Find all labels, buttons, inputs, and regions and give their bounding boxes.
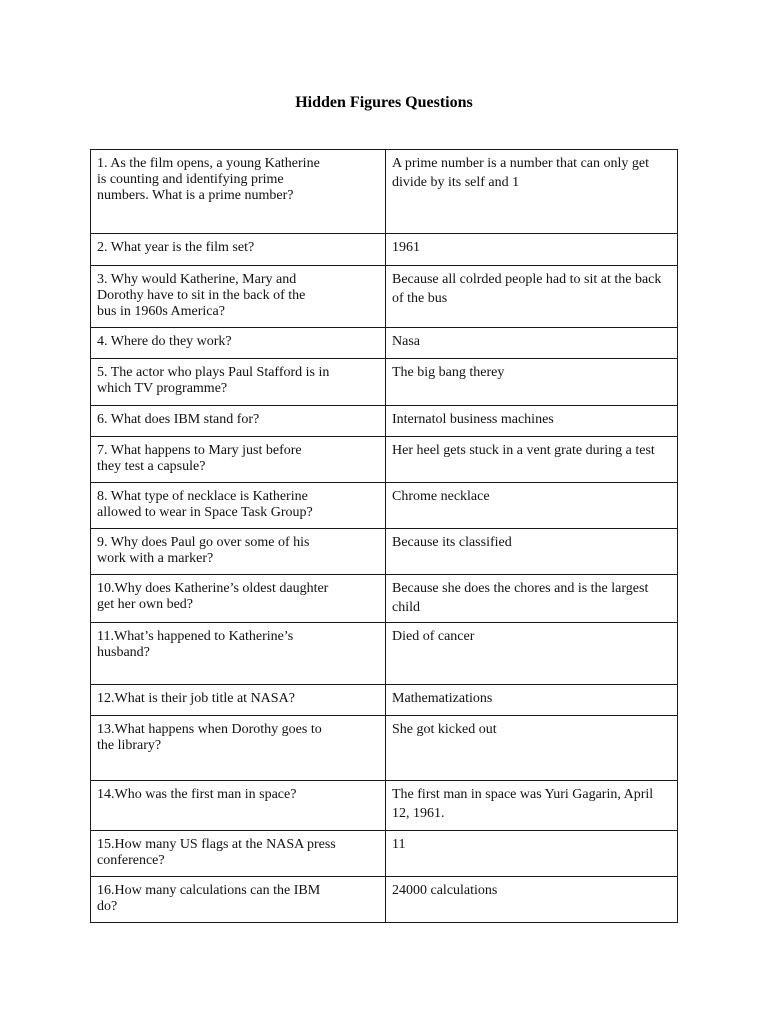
table-row [91, 716, 678, 781]
table-row [91, 437, 678, 483]
answer-cell: Because its classified [386, 529, 678, 575]
answer-cell: Died of cancer [386, 623, 678, 685]
question-cell: 14.Who was the first man in space? [91, 781, 386, 831]
table-row [91, 266, 678, 328]
table-row [91, 575, 678, 623]
question-cell: 15.How many US flags at the NASA press conference? [91, 831, 386, 877]
question-cell: 11.What’s happened to Katherine’s husband? [91, 623, 386, 685]
question-cell: 10.Why does Katherine’s oldest daughter get her own bed? [91, 575, 386, 623]
table-row [91, 406, 678, 437]
question-cell: 4. Where do they work? [91, 328, 386, 359]
question-cell: 8. What type of necklace is Katherine allowed to wear in Space Task Group? [91, 483, 386, 529]
table-row [91, 685, 678, 716]
question-cell: 9. Why does Paul go over some of his work with a marker? [91, 529, 386, 575]
answer-cell: Nasa [386, 328, 678, 359]
table-row [91, 359, 678, 406]
answer-cell: 24000 calculations [386, 877, 678, 923]
answer-cell: 11 [386, 831, 678, 877]
answer-cell: The first man in space was Yuri Gagarin, April 12, 1961. [386, 781, 678, 831]
question-cell: 13.What happens when Dorothy goes to the library? [91, 716, 386, 781]
question-cell: 5. The actor who plays Paul Stafford is in which TV programme? [91, 359, 386, 406]
answer-cell: Mathematizations [386, 685, 678, 716]
answer-cell: Internatol business machines [386, 406, 678, 437]
table-row [91, 234, 678, 266]
table-row [91, 877, 678, 923]
question-cell: 16.How many calculations can the IBM do? [91, 877, 386, 923]
document-title: Hidden Figures Questions [295, 94, 473, 111]
question-cell: 1. As the film opens, a young Katherine is counting and identifying prime numbers. What is a prime number? [91, 150, 386, 234]
table-row [91, 831, 678, 877]
table-row [91, 483, 678, 529]
answer-cell: Her heel gets stuck in a vent grate during a test [386, 437, 678, 483]
table-row [91, 150, 678, 234]
table-row [91, 328, 678, 359]
questions-table [90, 149, 678, 923]
answer-cell: She got kicked out [386, 716, 678, 781]
question-cell: 7. What happens to Mary just before they test a capsule? [91, 437, 386, 483]
question-cell: 2. What year is the film set? [91, 234, 386, 266]
answer-cell: A prime number is a number that can only get divide by its self and 1 [386, 150, 678, 234]
answer-cell: Because all colrded people had to sit at the back of the bus [386, 266, 678, 328]
table-row [91, 623, 678, 685]
table-row [91, 781, 678, 831]
question-cell: 3. Why would Katherine, Mary and Dorothy have to sit in the back of the bus in 1960s America? [91, 266, 386, 328]
answer-cell: Chrome necklace [386, 483, 678, 529]
question-cell: 6. What does IBM stand for? [91, 406, 386, 437]
answer-cell: The big bang therey [386, 359, 678, 406]
question-cell: 12.What is their job title at NASA? [91, 685, 386, 716]
table-row [91, 529, 678, 575]
answer-cell: Because she does the chores and is the largest child [386, 575, 678, 623]
answer-cell: 1961 [386, 234, 678, 266]
